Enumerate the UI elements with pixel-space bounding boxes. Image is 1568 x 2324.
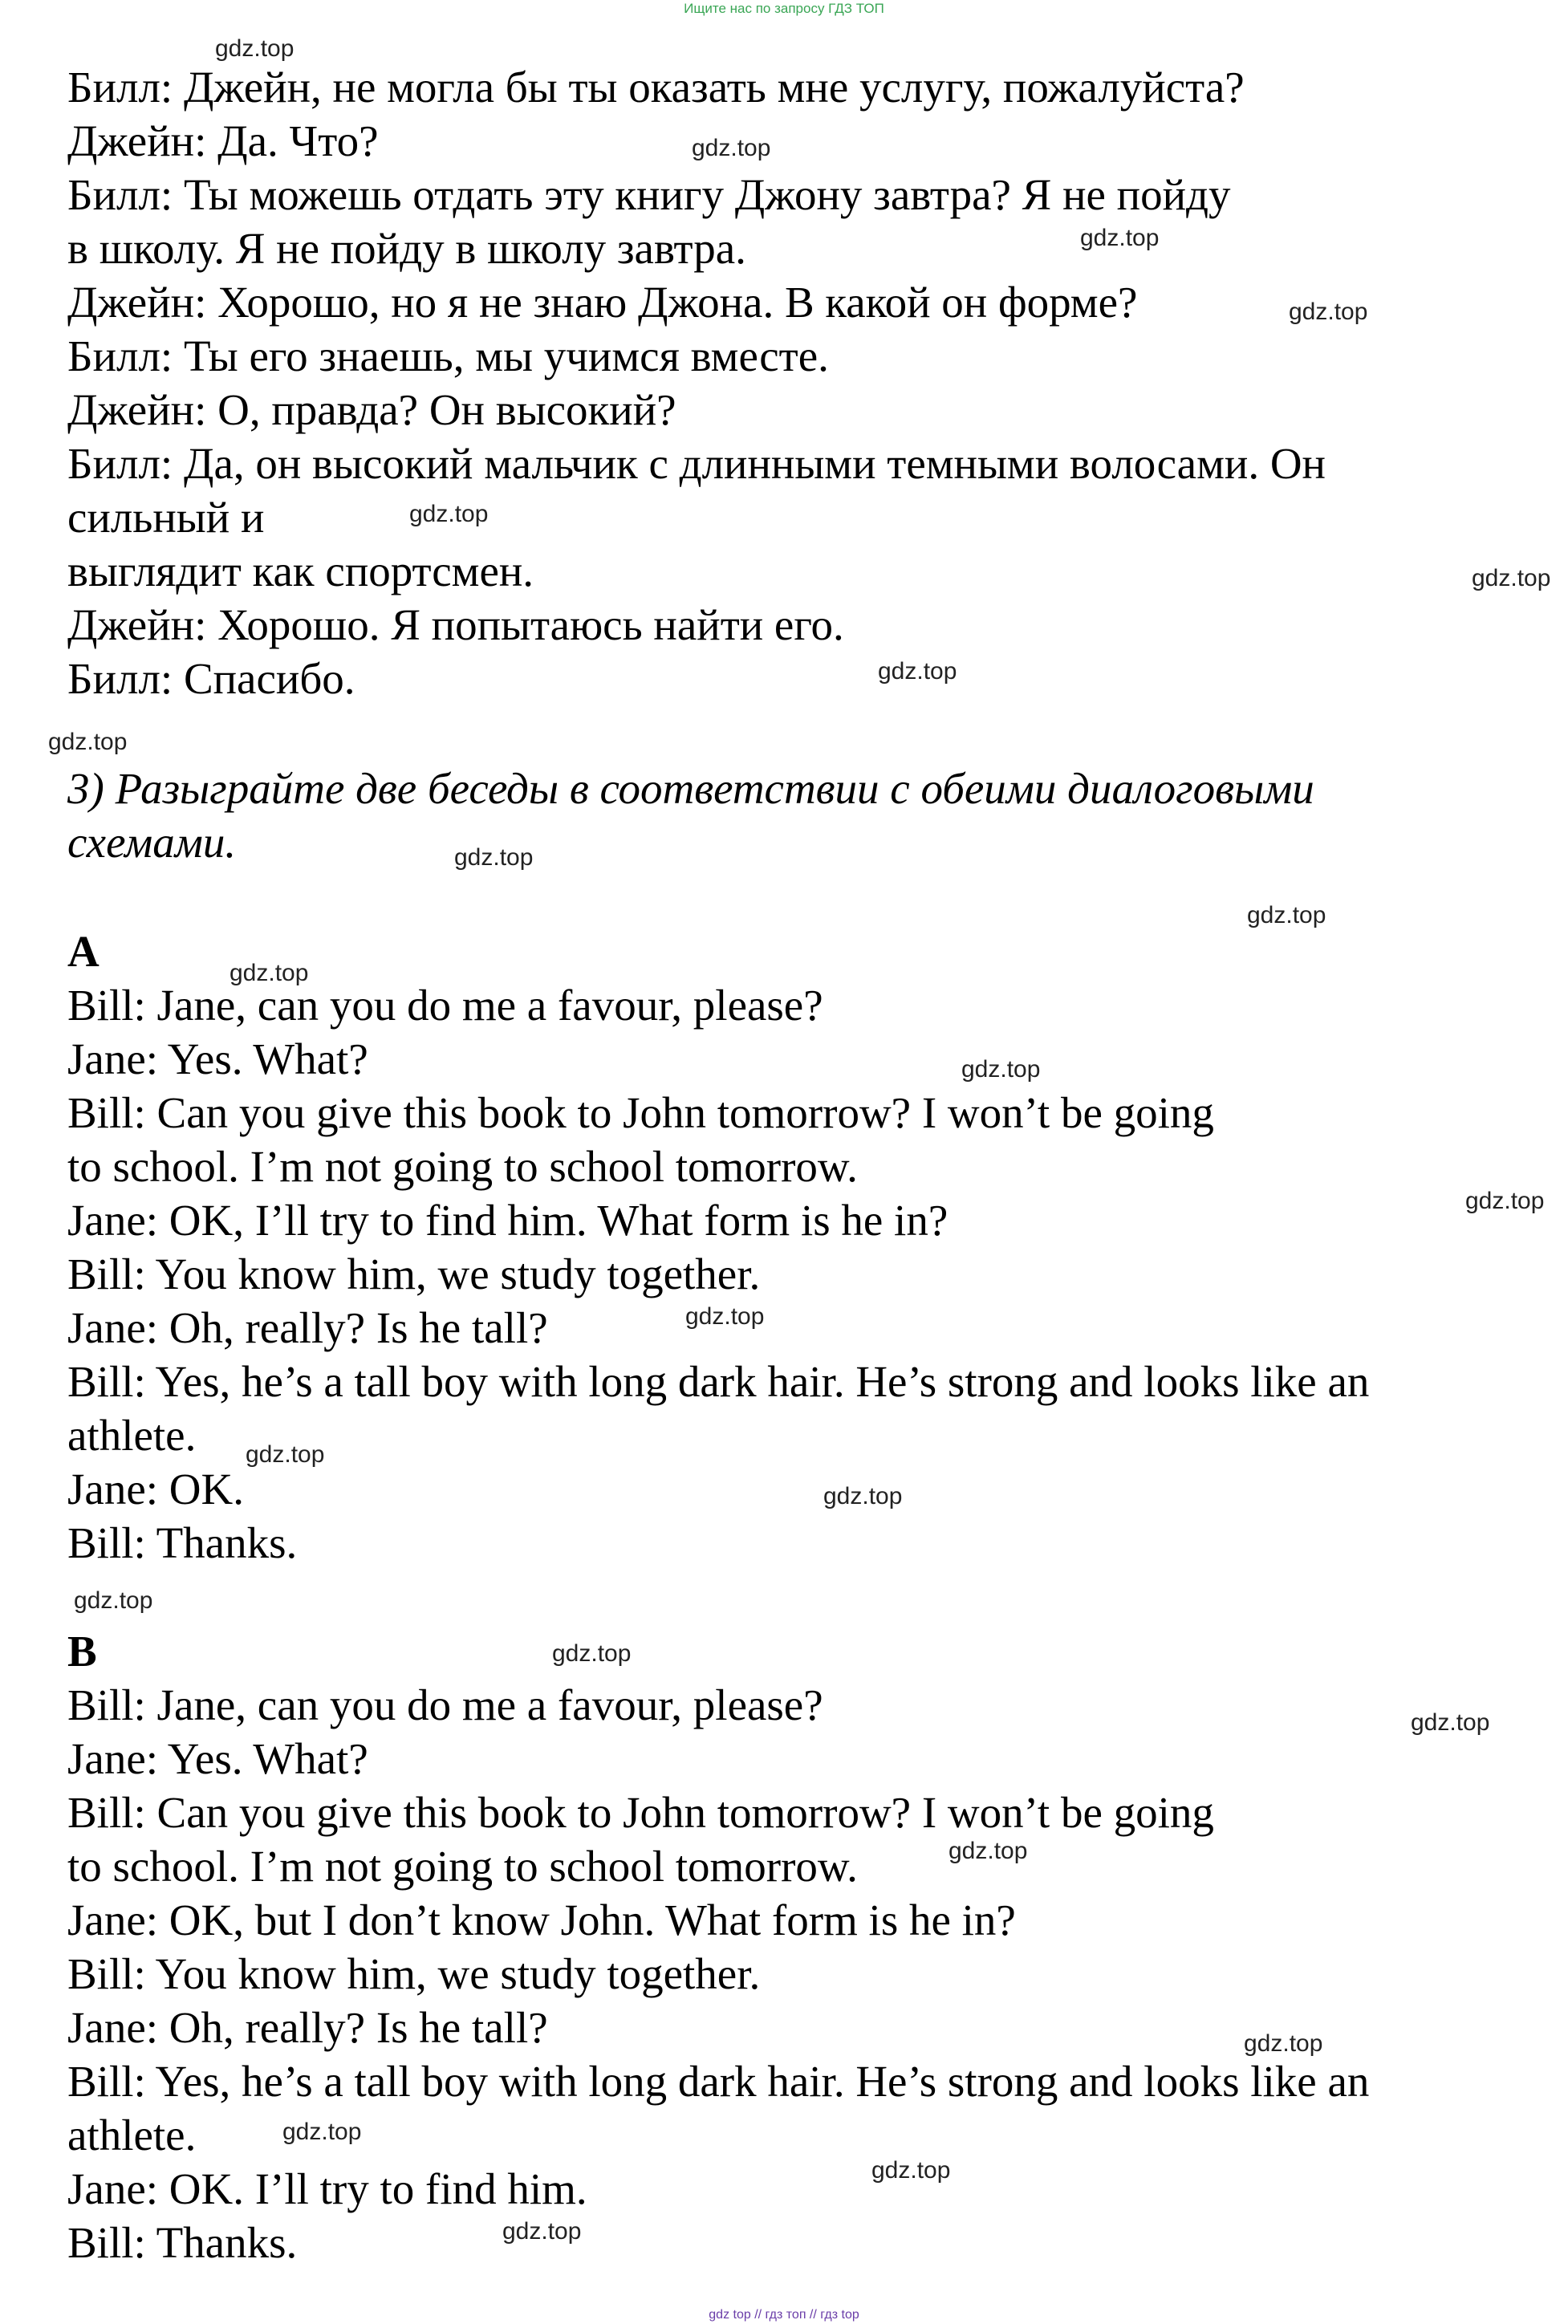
dialog-a-line: Jane: OK, I’ll try to find him. What form is he in?	[67, 1196, 949, 1245]
watermark: gdz.top	[1080, 225, 1160, 251]
dialog-b-line: Jane: OK, but I don’t know John. What form is he in?	[67, 1895, 1016, 1944]
bottom-banner[interactable]: gdz top // гдз топ // гдз top	[709, 2308, 859, 2322]
dialog-a-heading: A	[67, 927, 100, 976]
watermark: gdz.top	[823, 1483, 903, 1509]
watermark: gdz.top	[1247, 902, 1326, 928]
watermark: gdz.top	[230, 960, 309, 986]
dialog-a-line: Jane: Yes. What?	[67, 1034, 368, 1083]
dialog-b-heading: B	[67, 1627, 97, 1676]
watermark: gdz.top	[692, 135, 771, 161]
watermark: gdz.top	[454, 844, 534, 871]
dialog-a-line: to school. I’m not going to school tomorrow.	[67, 1142, 858, 1191]
watermark: gdz.top	[409, 501, 489, 527]
watermark: gdz.top	[961, 1056, 1041, 1083]
watermark: gdz.top	[246, 1441, 325, 1468]
ru-line: Билл: Джейн, не могла бы ты оказать мне услугу, пожалуйста?	[67, 63, 1245, 112]
watermark: gdz.top	[685, 1303, 765, 1330]
dialog-b-line: Bill: Yes, he’s a tall boy with long dark hair. He’s strong and looks like an	[67, 2057, 1370, 2106]
ru-line: Джейн: О, правда? Он высокий?	[67, 385, 676, 434]
dialog-a-line: Bill: You know him, we study together.	[67, 1249, 761, 1298]
ru-line: Джейн: Да. Что?	[67, 116, 379, 165]
ru-line: сильный и	[67, 493, 265, 542]
dialog-b-line: Jane: OK. I’ll try to find him.	[67, 2164, 587, 2213]
dialog-a-line: Bill: Thanks.	[67, 1518, 298, 1567]
watermark: gdz.top	[1244, 2030, 1323, 2057]
dialog-b-line: Jane: Yes. What?	[67, 1734, 368, 1783]
ru-line: Билл: Ты его знаешь, мы учимся вместе.	[67, 331, 829, 380]
task-line: схемами.	[67, 818, 237, 867]
dialog-a-line: Jane: Oh, really? Is he tall?	[67, 1303, 548, 1352]
dialog-b-line: Jane: Oh, really? Is he tall?	[67, 2003, 548, 2052]
watermark: gdz.top	[502, 2218, 582, 2245]
watermark: gdz.top	[878, 658, 957, 685]
watermark: gdz.top	[282, 2119, 362, 2145]
task-line: 3) Разыграйте две беседы в соответствии с обеими диалоговыми	[67, 764, 1314, 813]
dialog-a-line: athlete.	[67, 1411, 197, 1460]
ru-line: Джейн: Хорошо, но я не знаю Джона. В какой он форме?	[67, 278, 1138, 327]
watermark: gdz.top	[1411, 1709, 1490, 1736]
dialog-a-line: Bill: Yes, he’s a tall boy with long dark hair. He’s strong and looks like an	[67, 1357, 1370, 1406]
dialog-a-line: Jane: OK.	[67, 1465, 244, 1513]
dialog-a-line: Bill: Jane, can you do me a favour, please?	[67, 981, 823, 1030]
dialog-b-line: Bill: Thanks.	[67, 2218, 298, 2267]
watermark: gdz.top	[74, 1587, 153, 1614]
ru-line: Джейн: Хорошо. Я попытаюсь найти его.	[67, 600, 844, 649]
ru-line: выглядит как спортсмен.	[67, 546, 534, 595]
dialog-b-line: to school. I’m not going to school tomorrow.	[67, 1842, 858, 1891]
watermark: gdz.top	[949, 1838, 1028, 1864]
dialog-a-line: Bill: Can you give this book to John tomorrow? I won’t be going	[67, 1088, 1214, 1137]
watermark: gdz.top	[48, 729, 128, 755]
top-banner[interactable]: Ищите нас по запросу ГДЗ ТОП	[684, 1, 884, 16]
ru-line: Билл: Спасибо.	[67, 654, 355, 703]
watermark: gdz.top	[871, 2157, 951, 2184]
watermark: gdz.top	[1289, 299, 1368, 325]
watermark: gdz.top	[552, 1640, 632, 1667]
ru-line: Билл: Ты можешь отдать эту книгу Джону завтра? Я не пойду	[67, 170, 1231, 219]
ru-line: Билл: Да, он высокий мальчик с длинными темными волосами. Он	[67, 439, 1326, 488]
watermark: gdz.top	[1472, 565, 1551, 591]
dialog-b-line: athlete.	[67, 2111, 197, 2159]
ru-line: в школу. Я не пойду в школу завтра.	[67, 224, 746, 273]
watermark: gdz.top	[215, 35, 295, 62]
dialog-b-line: Bill: Can you give this book to John tomorrow? I won’t be going	[67, 1788, 1214, 1837]
dialog-b-line: Bill: Jane, can you do me a favour, please?	[67, 1680, 823, 1729]
watermark: gdz.top	[1465, 1188, 1545, 1214]
dialog-b-line: Bill: You know him, we study together.	[67, 1949, 761, 1998]
